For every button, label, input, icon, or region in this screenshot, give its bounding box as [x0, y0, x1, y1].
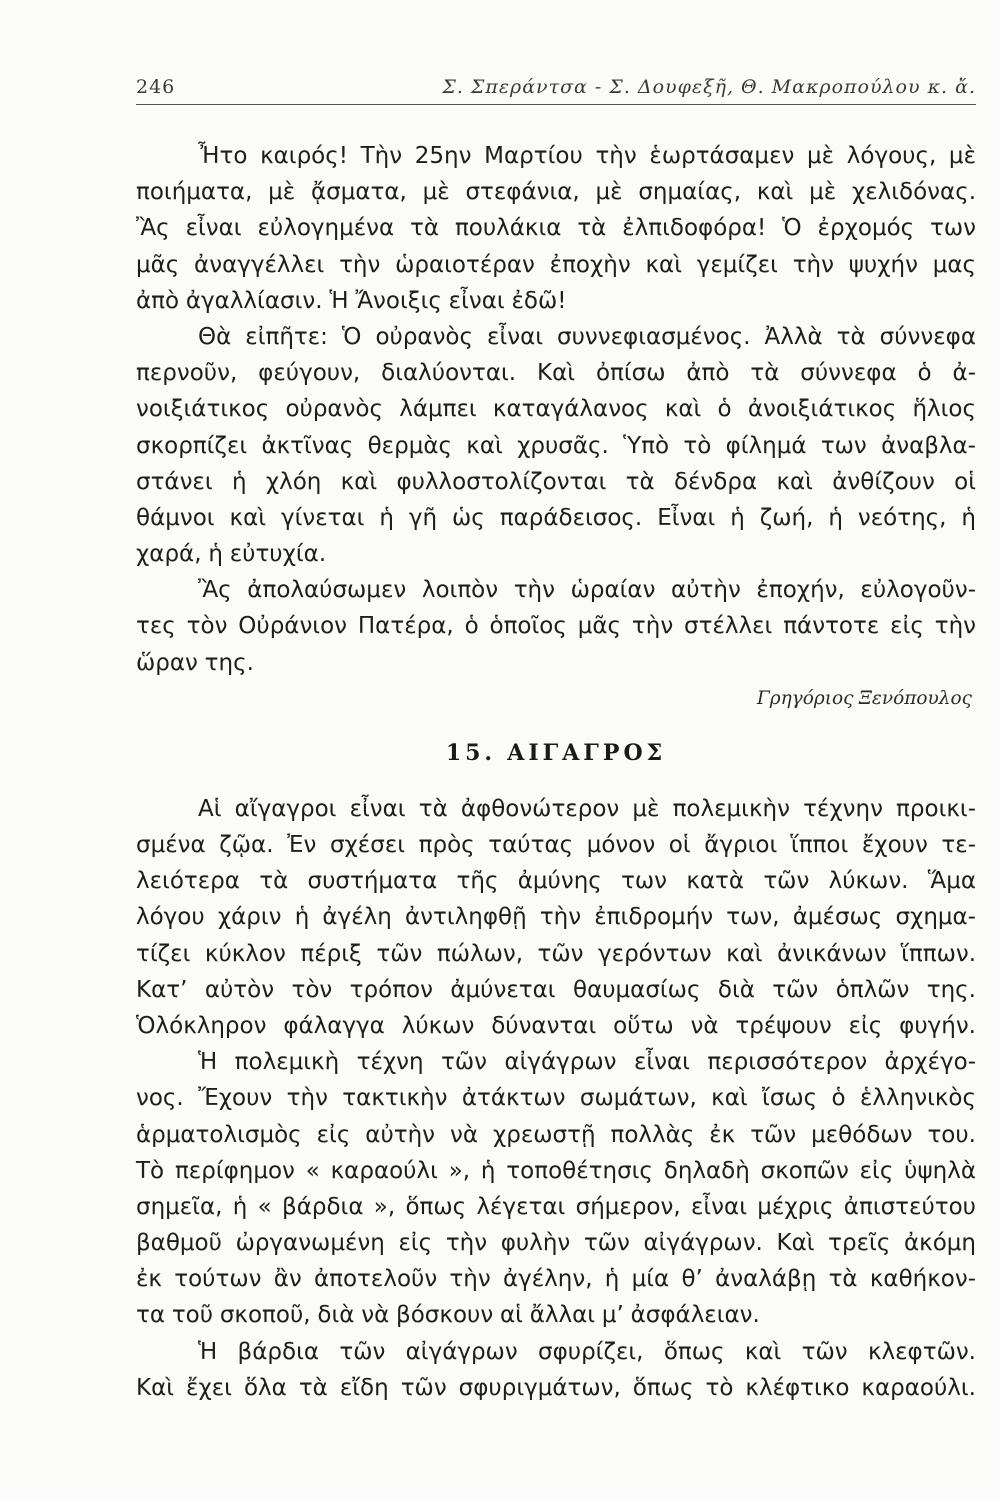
running-header — [136, 76, 976, 100]
text-line: Αἱ αἴγαγροι εἶναι τὰ ἀφθονώτερον μὲ πολεμικὴν τέχνην προικι- — [198, 795, 976, 822]
section-15-text — [136, 791, 976, 1406]
text-line: Ἂς εἶναι εὐλογημένα τὰ πουλάκια τὰ ἐλπιδοφόρα! Ὁ ἐρχομός των — [136, 215, 976, 242]
text-line: σμένα ζῷα. Ἐν σχέσει πρὸς ταύτας μόνον οἱ ἄγριοι ἵπποι ἔχουν τε- — [136, 832, 976, 858]
author-signature: Γρηγόριος Ξενόπουλος — [756, 687, 972, 709]
text-line: ἁρματολισμὸς εἰς αὐτὴν νὰ χρεωστῇ πολλὰς ἐκ τῶν μεθόδων του. — [136, 1121, 976, 1148]
text-line: Ἂς ἀπολαύσωμεν λοιπὸν τὴν ὡραίαν αὐτὴν ἐποχήν, εὐλογοῦν- — [198, 577, 976, 604]
text-line: ἀπὸ ἀγαλλίασιν. Ἡ Ἄνοιξις εἶναι ἐδῶ! — [136, 287, 567, 314]
text-line: ἐκ τούτων ἂν ἀποτελοῦν τὴν ἀγέλην, ἡ μία θ’ ἀναλάβῃ τὰ καθήκον- — [136, 1266, 976, 1293]
text-line: τίζει κύκλον πέριξ τῶν πώλων, τῶν γερόντων καὶ ἀνικάνων ἵππων. — [136, 940, 976, 967]
text-line: σημεῖα, ἡ « βάρδια », ὅπως λέγεται σήμερον, εἶναι μέχρις ἀπιστεύτου — [136, 1193, 976, 1220]
section-14-text — [136, 138, 976, 717]
text-line: λόγου χάριν ἡ ἀγέλη ἀντιληφθῇ τὴν ἐπιδρομήν των, ἀμέσως σχημα- — [136, 904, 976, 931]
text-line: ποιήματα, μὲ ᾄσματα, μὲ στεφάνια, μὲ σημαίας, καὶ μὲ χελιδόνας. — [136, 179, 976, 206]
text-line: τες τὸν Οὐράνιον Πατέρα, ὁ ὁποῖος μᾶς τὴν στέλλει πάντοτε εἰς τὴν — [136, 613, 976, 640]
text-line: Τὸ περίφημον « καραούλι », ἡ τοποθέτησις δηλαδὴ σκοπῶν εἰς ὑψηλὰ — [136, 1157, 976, 1184]
text-line: Ὁλόκληρον φάλαγγα λύκων δύνανται οὕτω νὰ τρέψουν εἰς φυγήν. — [136, 1012, 976, 1039]
text-line: νος. Ἔχουν τὴν τακτικὴν ἀτάκτων σωμάτων, καὶ ἴσως ὁ ἑλληνικὸς — [136, 1085, 976, 1112]
text-line: Θὰ εἰπῆτε: Ὁ οὐρανὸς εἶναι συννεφιασμένος. Ἀλλὰ τὰ σύννεφα — [198, 323, 976, 350]
section-title: 15. ΑΙΓΑΓΡΟΣ — [445, 739, 667, 766]
text-line: νοιξιάτικος οὐρανὸς λάμπει καταγάλανος καὶ ὁ ἀνοιξιάτικος ἥλιος — [136, 396, 976, 423]
page-number: 246 — [136, 76, 176, 98]
text-line: μᾶς ἀναγγέλλει τὴν ὡραιοτέραν ἐποχὴν καὶ γεμίζει τὴν ψυχήν μας — [136, 251, 976, 278]
text-line: Ἦτο καιρός! Τὴν 25ην Μαρτίου τὴν ἑωρτάσαμεν μὲ λόγους, μὲ — [198, 143, 976, 169]
title-spacer — [136, 777, 976, 791]
text-line: Καὶ ἔχει ὅλα τὰ εἴδη τῶν σφυριγμάτων, ὅπως τὸ κλέφτικο καραούλι. — [136, 1374, 976, 1401]
running-header-authors: Σ. Σπεράντσα - Σ. Δουφεξῆ, Θ. Μακροπούλου κ. ἄ. — [442, 76, 976, 98]
text-line: Ἡ βάρδια τῶν αἰγάγρων σφυρίζει, ὅπως καὶ τῶν κλεφτῶν. — [198, 1338, 976, 1365]
page-body — [136, 138, 976, 1406]
header-rule — [136, 104, 976, 105]
text-line: στάνει ἡ χλόη καὶ φυλλοστολίζονται τὰ δένδρα καὶ ἀνθίζουν οἱ — [136, 468, 976, 495]
text-line: Κατ’ αὐτὸν τὸν τρόπον ἀμύνεται θαυμασίως διὰ τῶν ὁπλῶν της. — [136, 976, 976, 1003]
text-line: τα τοῦ σκοποῦ, διὰ νὰ βόσκουν αἱ ἄλλαι μ’ ἀσφάλειαν. — [136, 1302, 760, 1329]
text-line: θάμνοι καὶ γίνεται ἡ γῆ ὡς παράδεισος. Εἶναι ἡ ζωή, ἡ νεότης, ἡ — [136, 504, 976, 531]
text-line: βαθμοῦ ὠργανωμένη εἰς τὴν φυλὴν τῶν αἰγάγρων. Καὶ τρεῖς ἀκόμη — [136, 1230, 976, 1257]
text-line: ὥραν της. — [136, 649, 254, 676]
text-line: σκορπίζει ἀκτῖνας θερμὰς καὶ χρυσᾶς. Ὑπὸ τὸ φίλημά των ἀναβλα- — [136, 432, 976, 459]
text-line: περνοῦν, φεύγουν, διαλύονται. Καὶ ὀπίσω ἀπὸ τὰ σύννεφα ὁ ἀ- — [136, 360, 976, 387]
text-line: Ἡ πολεμικὴ τέχνη τῶν αἰγάγρων εἶναι περισσότερον ἀρχέγο- — [198, 1049, 976, 1076]
text-line: λειότερα τὰ συστήματα τῆς ἀμύνης των κατὰ τῶν λύκων. Ἅμα — [136, 868, 976, 895]
text-line: χαρά, ἡ εὐτυχία. — [136, 541, 327, 568]
